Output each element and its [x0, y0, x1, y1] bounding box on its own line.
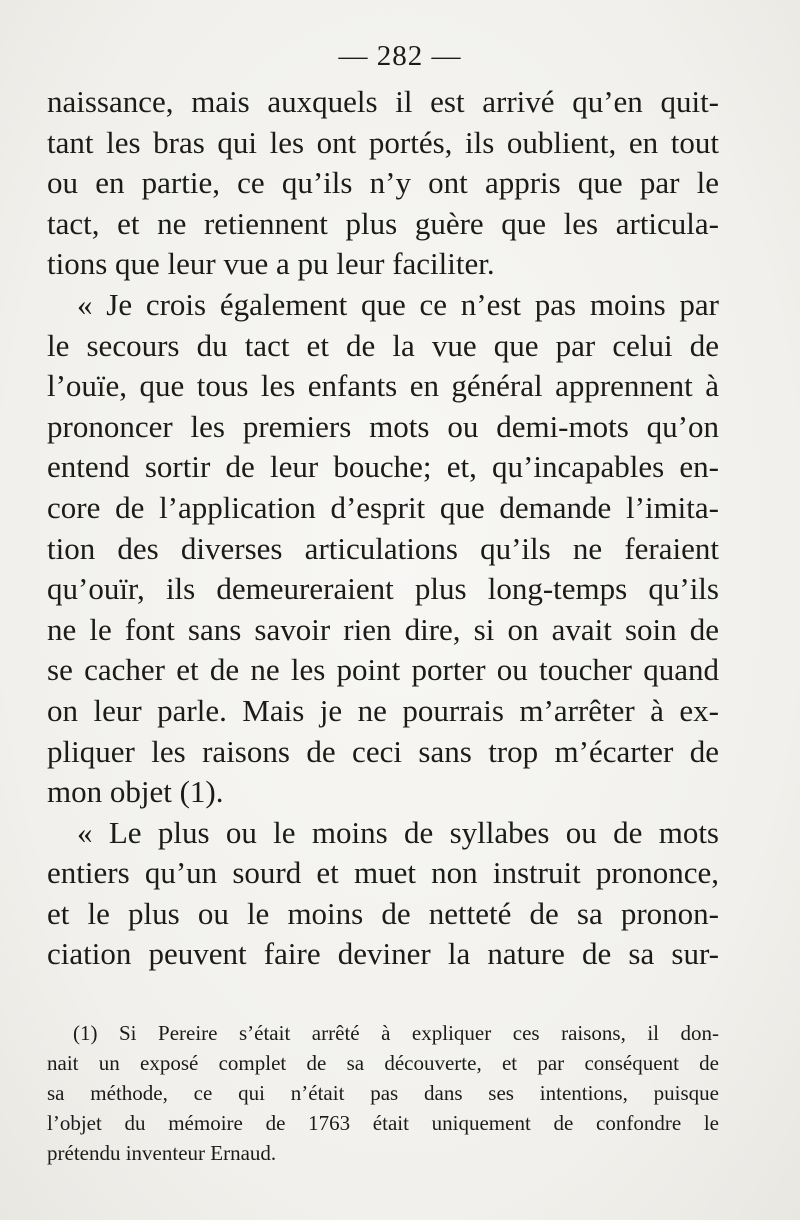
- text-line: tact, et ne retiennent plus guère que les articula-: [47, 205, 719, 241]
- text-line: core de l’application d’esprit que demande l’imita-: [47, 489, 719, 525]
- text-line: et le plus ou le moins de netteté de sa pronon-: [47, 895, 719, 931]
- footnote-line: sa méthode, ce qui n’était pas dans ses intentions, puisque: [47, 1081, 719, 1105]
- body-text: [47, 82, 719, 975]
- text-line: ou en partie, ce qu’ils n’y ont appris que par le: [47, 165, 719, 201]
- text-line: se cacher et de ne les point porter ou toucher quand: [47, 652, 719, 688]
- text-line: tions que leur vue a pu leur faciliter.: [47, 246, 495, 282]
- text-line: mon objet (1).: [47, 774, 224, 810]
- text-line: qu’ouïr, ils demeureraient plus long-temps qu’ils: [47, 571, 719, 607]
- text-line: « Je crois également que ce n’est pas moins par: [77, 286, 719, 322]
- text-line: tion des diverses articulations qu’ils ne feraient: [47, 530, 719, 566]
- text-line: prononcer les premiers mots ou demi-mots qu’on: [47, 408, 719, 444]
- text-line: entiers qu’un sourd et muet non instruit prononce,: [47, 855, 719, 891]
- text-line: on leur parle. Mais je ne pourrais m’arrêter à ex-: [47, 692, 719, 728]
- text-line: ne le font sans savoir rien dire, si on avait soin de: [47, 611, 719, 647]
- text-line: ciation peuvent faire deviner la nature de sa sur-: [47, 936, 719, 972]
- page-number: — 282 —: [338, 40, 462, 72]
- text-line: pliquer les raisons de ceci sans trop m’écarter de: [47, 733, 719, 769]
- text-line: le secours du tact et de la vue que par celui de: [47, 327, 719, 363]
- footnote-line: (1) Si Pereire s’était arrêté à expliquer ces raisons, il don-: [73, 1021, 719, 1045]
- text-line: naissance, mais auxquels il est arrivé qu’en quit-: [47, 84, 719, 119]
- footnote: [47, 1018, 719, 1168]
- text-line: tant les bras qui les ont portés, ils oublient, en tout: [47, 124, 719, 160]
- footnote-line: prétendu inventeur Ernaud.: [47, 1141, 277, 1165]
- footnote-line: l’objet du mémoire de 1763 était uniquement de confondre le: [47, 1111, 719, 1135]
- text-line: l’ouïe, que tous les enfants en général apprennent à: [47, 368, 719, 404]
- text-line: entend sortir de leur bouche; et, qu’incapables en-: [47, 449, 719, 485]
- text-line: « Le plus ou le moins de syllabes ou de mots: [77, 814, 719, 850]
- footnote-line: nait un exposé complet de sa découverte, et par conséquent de: [47, 1051, 719, 1075]
